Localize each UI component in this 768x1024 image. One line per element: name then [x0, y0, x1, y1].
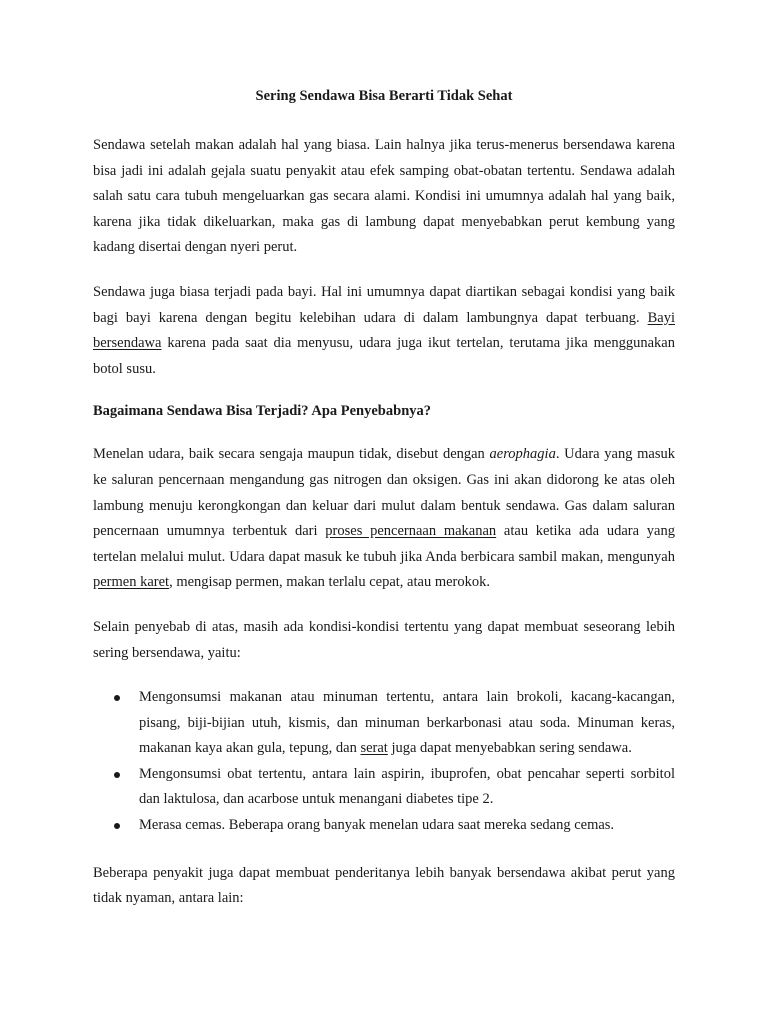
paragraph-cause-text-b: . Udara yang masuk ke saluran pencernaan mengandung gas nitrogen dan oksigen. Gas ini akan didorong ke atas oleh lambung menuju kerongkongan dan keluar dari mulut dalam bentuk sendawa. Gas dalam saluran pencernaan umumnya terbentuk dari	[93, 446, 675, 540]
bullet-icon	[114, 823, 120, 829]
paragraph-baby	[93, 280, 675, 382]
list-item-text: Merasa cemas. Beberapa orang banyak menelan udara saat mereka sedang cemas.	[139, 817, 615, 834]
paragraph-baby-text-a: Sendawa juga biasa terjadi pada bayi. Hal ini umumnya dapat diartikan sebagai kondisi yang baik bagi bayi karena dengan begitu kelebihan udara di dalam lambungnya dapat terbuang.	[93, 283, 675, 326]
paragraph-baby-text-b: karena pada saat dia menyusu, udara juga ikut tertelan, terutama jika menggunakan botol susu.	[93, 335, 675, 377]
list-item	[93, 685, 675, 762]
paragraph-cause-text-d: , mengisap permen, makan terlalu cepat, atau merokok.	[169, 574, 490, 591]
document-title: Sering Sendawa Bisa Berarti Tidak Sehat	[255, 88, 513, 104]
conditions-list	[93, 685, 675, 839]
link-proses-pencernaan[interactable]: proses pencernaan makanan	[325, 523, 497, 540]
bullet-icon	[114, 772, 120, 778]
bullet-icon	[114, 695, 120, 701]
link-serat[interactable]: serat	[360, 740, 388, 757]
paragraph-conditions: Selain penyebab di atas, masih ada kondisi-kondisi tertentu yang dapat membuat seseorang lebih sering bersendawa, yaitu:	[93, 618, 675, 661]
list-item-text-a: Mengonsumsi makanan atau minuman tertentu, antara lain brokoli, kacang-kacangan, pisang, biji-bijian utuh, kismis, dan minuman berkarbonasi atau soda. Minuman keras, makanan kaya akan gula, tepung, dan	[139, 689, 675, 757]
list-item	[93, 762, 675, 813]
paragraph-cause-text-a: Menelan udara, baik secara sengaja maupun tidak, disebut dengan	[93, 446, 490, 463]
link-permen-karet[interactable]: permen karet	[93, 574, 170, 591]
paragraph-cause	[93, 442, 675, 596]
term-aerophagia: aerophagia	[489, 446, 556, 463]
list-item-text-b: juga dapat menyebabkan sering sendawa.	[387, 740, 632, 757]
link-bayi-bersendawa[interactable]: Bayi bersendawa	[93, 309, 675, 352]
paragraph-cause-text-c: atau ketika ada udara yang tertelan melalui mulut. Udara dapat masuk ke tubuh jika Anda berbicara sambil makan, mengunyah	[93, 523, 675, 565]
section-heading: Bagaimana Sendawa Bisa Terjadi? Apa Penyebabnya?	[93, 403, 432, 420]
paragraph-intro: Sendawa setelah makan adalah hal yang biasa. Lain halnya jika terus-menerus bersendawa karena bisa jadi ini adalah gejala suatu penyakit atau efek samping obat-obatan tertentu. Sendawa adalah salah satu cara tubuh mengeluarkan gas secara alami. Kondisi ini umumnya adalah hal yang baik, karena jika tidak dikeluarkan, maka gas di lambung dapat menyebabkan perut kembung yang kadang disertai dengan nyeri perut.	[93, 137, 675, 256]
list-item-text: Mengonsumsi obat tertentu, antara lain aspirin, ibuprofen, obat pencahar seperti sorbitol dan laktulosa, dan acarbose untuk menangani diabetes tipe 2.	[139, 765, 675, 808]
list-item	[93, 813, 675, 839]
paragraph-diseases: Beberapa penyakit juga dapat membuat penderitanya lebih banyak bersendawa akibat perut yang tidak nyaman, antara lain:	[93, 864, 675, 907]
